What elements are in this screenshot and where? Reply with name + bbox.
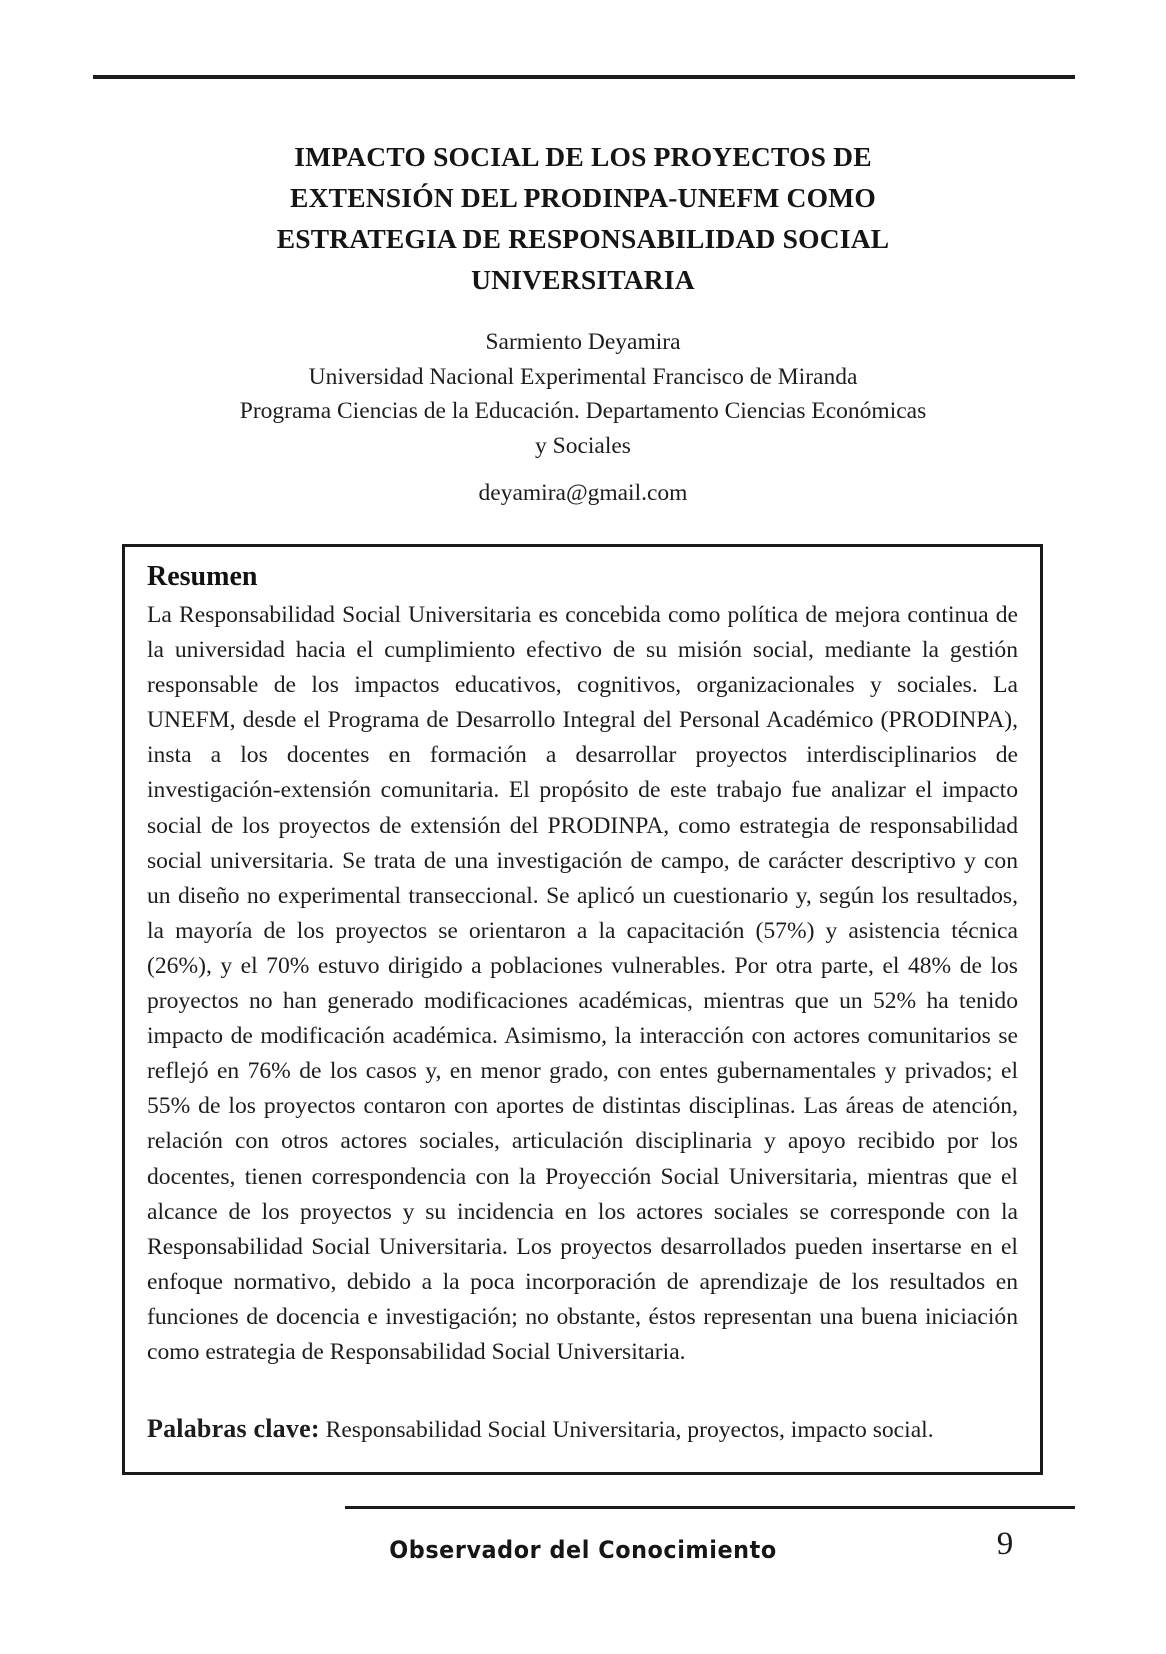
abstract-box [122,544,1043,1475]
abstract-body: La Responsabilidad Social Universitaria es concebida como política de mejora continua de la universidad hacia el cumplimiento efectivo de su misión social, mediante la gestión responsable de los impactos educativos, cognitivos, organizacionales y sociales. La UNEFM, desde el Programa de Desarrollo Integral del Personal Académico (PRODINPA), insta a los docentes en formación a desarrollar proyectos interdisciplinarios de investigación-extensión comunitaria. El propósito de este trabajo fue analizar el impacto social de los proyectos de extensión del PRODINPA, como estrategia de responsabilidad social universitaria. Se trata de una investigación de campo, de carácter descriptivo y con un diseño no experimental transeccional. Se aplicó un cuestionario y, según los resultados, la mayoría de los proyectos se orientaron a la capacitación (57%) y asistencia técnica (26%), y el 70% estuvo dirigido a poblaciones vulnerables. Por otra parte, el 48% de los proyectos no han generado modificaciones académicas, mientras que un 52% ha tenido impacto de modificación académica. Asimismo, la interacción con actores comunitarios se reflejó en 76% de los casos y, en menor grado, con entes gubernamentales y privados; el 55% de los proyectos contaron con aportes de distintas disciplinas. Las áreas de atención, relación con otros actores sociales, articulación disciplinaria y apoyo recibido por los docentes, tienen correspondencia con la Proyección Social Universitaria, mientras que el alcance de los proyectos y su incidencia en los actores sociales se corresponde con la Responsabilidad Social Universitaria. Los proyectos desarrollados pueden insertarse en el enfoque normativo, debido a la poca incorporación de aprendizaje de los resultados en funciones de docencia e investigación; no obstante, éstos representan una buena iniciación como estrategia de Responsabilidad Social Universitaria. [147,602,1018,1365]
title-line-1: IMPACTO SOCIAL DE LOS PROYECTOS DE [294,141,872,172]
title-line-3: ESTRATEGIA DE RESPONSABILIDAD SOCIAL [276,223,890,254]
page-number: 9 [996,1526,1014,1562]
footer-journal-name: Observador del Conocimiento [389,1536,777,1564]
affiliation-line-1: Universidad Nacional Experimental Francisco de Miranda [308,363,858,390]
header-rule [93,75,1075,79]
keywords-line [147,1411,1018,1448]
abstract-heading: Resumen [147,561,258,592]
title-line-4: UNIVERSITARIA [471,264,695,295]
title-line-2: EXTENSIÓN DEL PRODINPA-UNEFM COMO [290,182,876,213]
affiliation-line-3: y Sociales [535,432,631,459]
author-name: Sarmiento Deyamira [485,329,681,355]
keywords-values: Responsabilidad Social Universitaria, proyectos, impacto social. [325,1417,934,1444]
author-email[interactable]: deyamira@gmail.com [478,480,688,506]
author-block [100,325,1066,511]
affiliation-line-2: Programa Ciencias de la Educación. Departamento Ciencias Económicas [239,398,927,424]
footer-rule [345,1506,1075,1509]
page-title [150,136,1016,300]
keywords-label: Palabras clave: [147,1414,320,1444]
